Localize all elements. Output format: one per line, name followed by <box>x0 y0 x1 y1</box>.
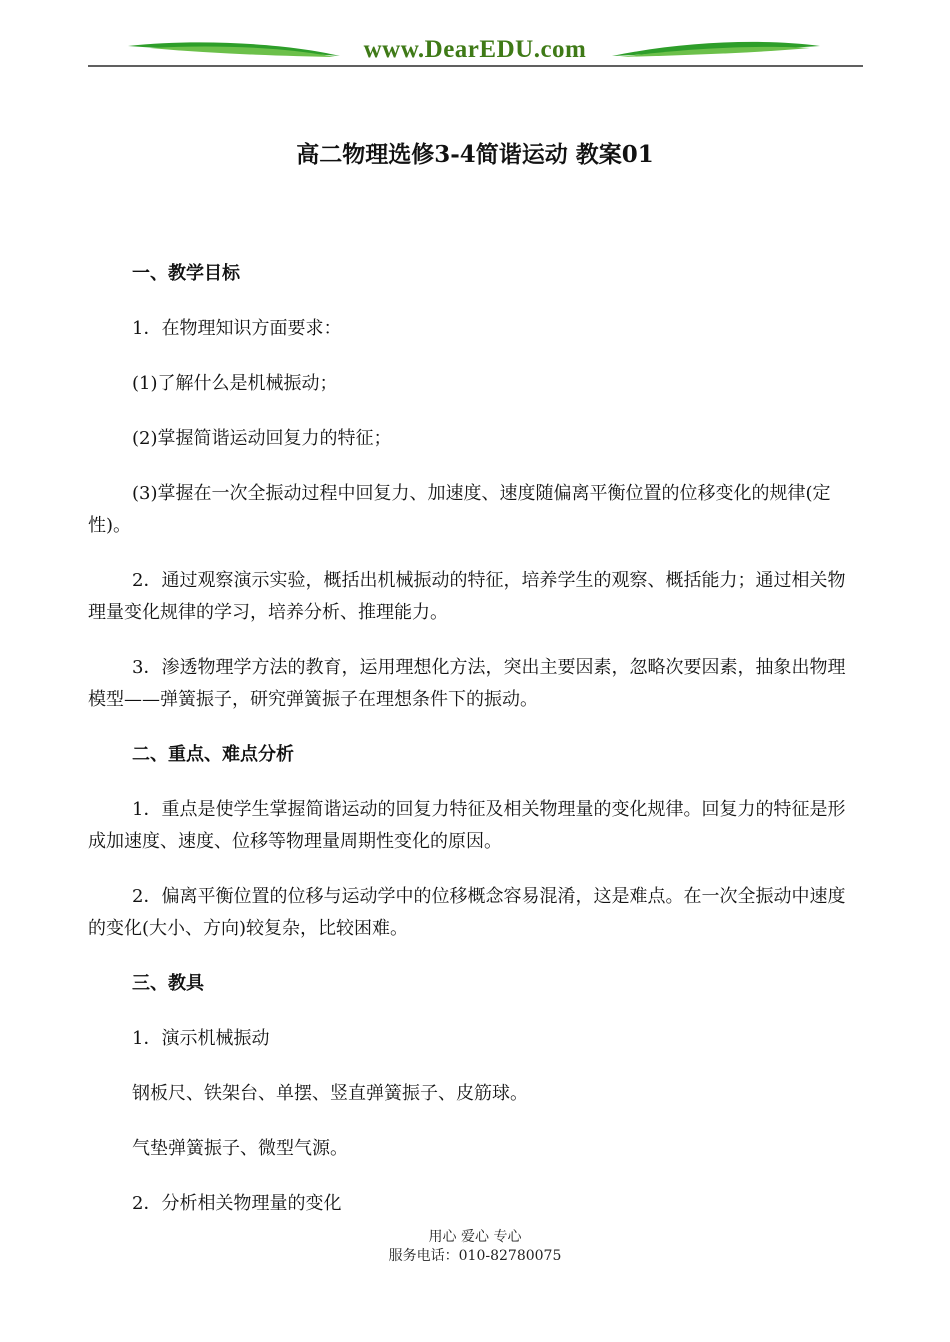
footer-slogan: 用心 爱心 专心 <box>428 1229 522 1245</box>
paragraph: 1．在物理知识方面要求： <box>132 318 342 339</box>
paragraph: 1．演示机械振动 <box>132 1028 270 1049</box>
footer-phone: 服务电话：010-82780075 <box>388 1248 562 1264</box>
site-brand: www.DearEDU.com <box>363 36 587 63</box>
paragraph: (1)了解什么是机械振动； <box>132 373 338 394</box>
document-body <box>88 258 863 1220</box>
paragraph: 2．通过观察演示实验，概括出机械振动的特征，培养学生的观察、概括能力；通过相关物理量变化规律的学习，培养分析、推理能力。 <box>88 570 846 623</box>
paragraph: 气垫弹簧振子、微型气源。 <box>132 1138 348 1159</box>
paragraph: (3)掌握在一次全振动过程中回复力、加速度、速度随偏离平衡位置的位移变化的规律(定性)。 <box>88 483 831 536</box>
section-heading: 三、教具 <box>132 973 204 994</box>
page-title: 高二物理选修3-4简谐运动 教案01 <box>296 141 654 168</box>
paragraph: 2．分析相关物理量的变化 <box>132 1193 342 1214</box>
paragraph: (2)掌握简谐运动回复力的特征； <box>132 428 392 449</box>
paragraph: 3．渗透物理学方法的教育，运用理想化方法，突出主要因素，忽略次要因素，抽象出物理模型——弹簧振子，研究弹簧振子在理想条件下的振动。 <box>88 657 846 710</box>
paragraph: 钢板尺、铁架台、单摆、竖直弹簧振子、皮筋球。 <box>132 1083 528 1104</box>
paragraph: 2．偏离平衡位置的位移与运动学中的位移概念容易混淆，这是难点。在一次全振动中速度的变化(大小、方向)较复杂，比较困难。 <box>88 886 846 939</box>
section-heading: 二、重点、难点分析 <box>132 744 294 765</box>
page-footer <box>0 1228 950 1266</box>
section-heading: 一、教学目标 <box>132 263 240 284</box>
paragraph: 1．重点是使学生掌握简谐运动的回复力特征及相关物理量的变化规律。回复力的特征是形成加速度、速度、位移等物理量周期性变化的原因。 <box>88 799 846 852</box>
